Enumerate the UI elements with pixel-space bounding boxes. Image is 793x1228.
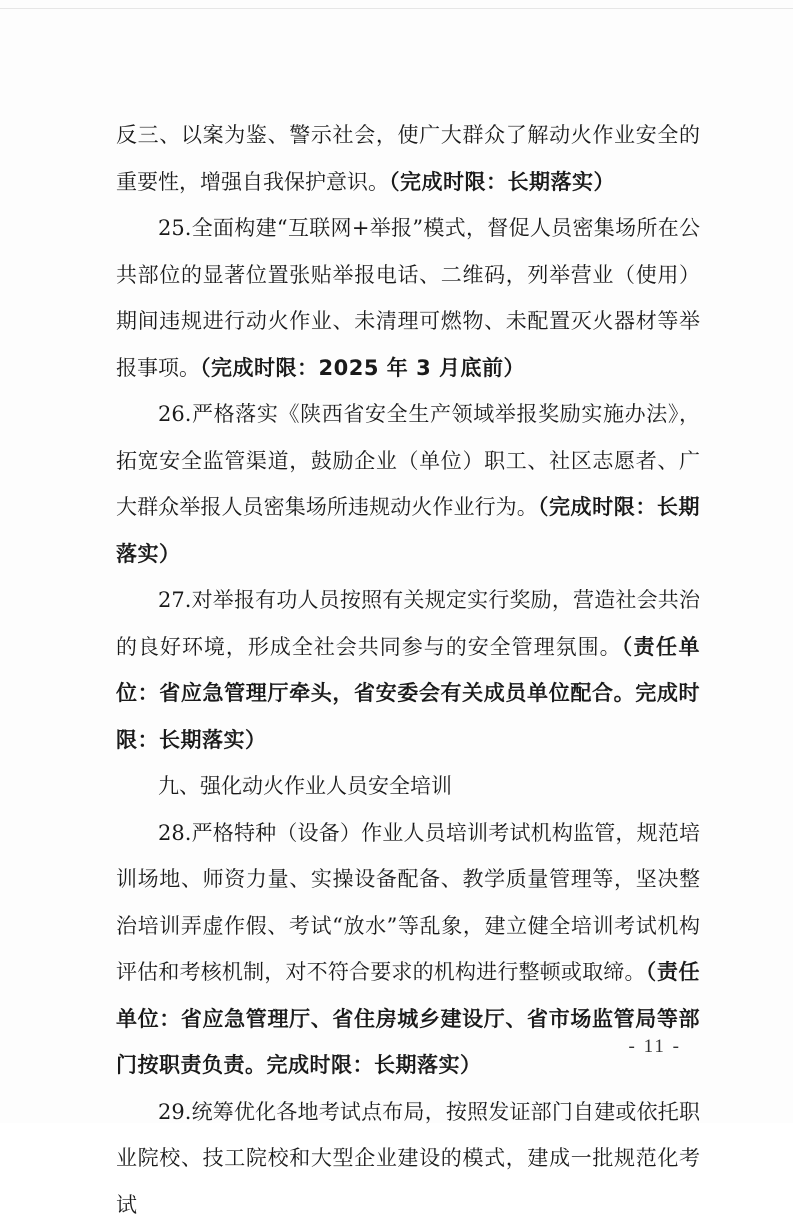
paragraph-text: 25.全面构建“互联网+举报”模式，督促人员密集场所在公共部位的显著位置张贴举报电话、二维码，列举营业（使用）期间违规进行动火作业、未清理可燃物、未配置灭火器材等举报事项。: [116, 216, 700, 380]
paragraph-text: 28.严格特种（设备）作业人员培训考试机构监管，规范培训场地、师资力量、实操设备配备、教学质量管理等，坚决整治培训弄虚作假、考试“放水”等乱象，建立健全培训考试机构评估和考核机制，对不符合要求的机构进行整顿或取缔。: [116, 821, 700, 985]
paragraph-text: 29.统筹优化各地考试点布局，按照发证部门自建或依托职业院校、技工院校和大型企业建设的模式，建成一批规范化考试: [116, 1100, 700, 1217]
paragraph-item-26: [116, 391, 700, 577]
paragraph-text: 26.严格落实《陕西省安全生产领域举报奖励实施办法》，拓宽安全监管渠道，鼓励企业（单位）职工、社区志愿者、广大群众举报人员密集场所违规动火作业行为。: [116, 402, 700, 519]
page-number: - 11 -: [629, 1036, 681, 1058]
paragraph-text: 反三、以案为鉴、警示社会，使广大群众了解动火作业安全的重要性，增强自我保护意识。: [116, 123, 700, 194]
responsibility-emphasis: （责任单位：省应急管理厅牵头，省安委会有关成员单位配合。完成时限：长期落实）: [116, 635, 700, 752]
paragraph-text: 27.对举报有功人员按照有关规定实行奖励，营造社会共治的良好环境，形成全社会共同参与的安全管理氛围。: [116, 588, 700, 659]
paragraph-item-28: [116, 810, 700, 1089]
deadline-emphasis: （完成时限：2025 年 3 月底前）: [200, 356, 525, 380]
paragraph-item-25: [116, 205, 700, 391]
paragraph-continued: [116, 112, 700, 205]
responsibility-emphasis: （责任单位：省应急管理厅、省住房城乡建设厅、省市场监管局等部门按职责负责。完成时限：长期落实）: [116, 960, 700, 1077]
paragraph-item-27: [116, 577, 700, 763]
scan-edge-line: [0, 8, 793, 9]
deadline-emphasis: （完成时限：长期落实）: [389, 170, 615, 194]
section-heading: 九、强化动火作业人员安全培训: [116, 763, 700, 810]
body-text: [116, 112, 700, 1228]
deadline-emphasis: （完成时限：长期落实）: [116, 495, 700, 566]
paragraph-item-29: [116, 1089, 700, 1228]
